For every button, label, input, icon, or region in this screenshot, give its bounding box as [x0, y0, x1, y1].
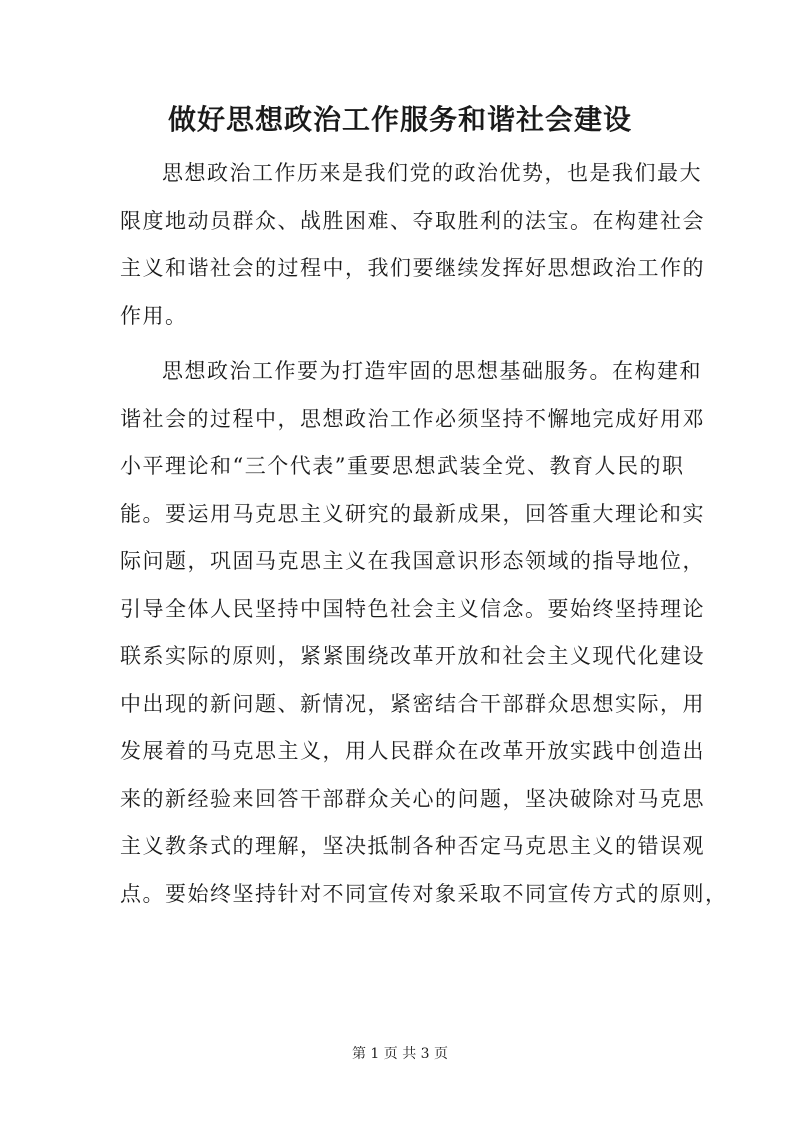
document-body [120, 150, 728, 918]
text-line: 思想政治工作历来是我们党的政治优势，也是我们最大 [162, 161, 702, 185]
text-line: 联系实际的原则，紧紧围绕改革开放和社会主义现代化建设 [120, 644, 705, 668]
text-line: 作用。 [120, 303, 188, 328]
text-line: 限度地动员群众、战胜困难、夺取胜利的法宝。在构建社会 [120, 208, 705, 233]
text-line: 点。要始终坚持针对不同宣传对象采取不同宣传方式的原则， [120, 881, 728, 906]
text-line: 主义教条式的理解，坚决抵制各种否定马克思主义的错误观 [120, 834, 705, 858]
text-line: 中出现的新问题、新情况，紧密结合干部群众思想实际，用 [120, 691, 705, 716]
text-line: 主义和谐社会的过程中，我们要继续发挥好思想政治工作的 [120, 256, 705, 280]
text-line: 小平理论和“三个代表”重要思想武装全党、教育人民的职 [120, 454, 685, 478]
text-line: 引导全体人民坚持中国特色社会主义信念。要始终坚持理论 [120, 596, 705, 621]
page-title: 做好思想政治工作服务和谐社会建设 [167, 103, 632, 136]
paragraph-1 [120, 150, 705, 340]
text-line: 来的新经验来回答干部群众关心的问题，坚决破除对马克思 [120, 786, 705, 811]
text-line: 能。要运用马克思主义研究的最新成果，回答重大理论和实 [120, 501, 705, 526]
text-line: 思想政治工作要为打造牢固的思想基础服务。在构建和 [162, 359, 702, 383]
paragraph-gap [120, 340, 680, 348]
text-line: 谐社会的过程中，思想政治工作必须坚持不懈地完成好用邓 [120, 406, 705, 431]
text-line: 际问题，巩固马克思主义在我国意识形态领域的指导地位， [120, 549, 705, 573]
text-line: 发展着的马克思主义，用人民群众在改革开放实践中创造出 [120, 739, 705, 763]
page-footer: 第 1 页 共 3 页 [351, 1046, 449, 1062]
paragraph-2 [120, 348, 728, 918]
